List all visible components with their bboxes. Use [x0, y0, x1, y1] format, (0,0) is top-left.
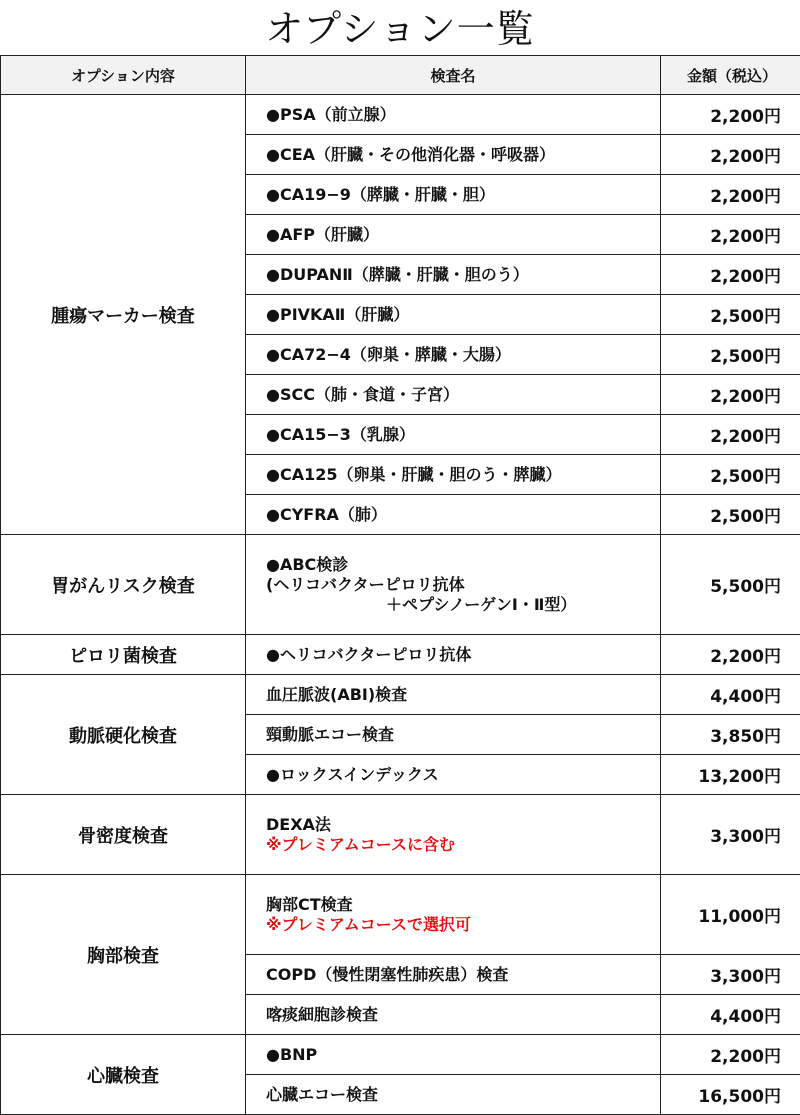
table-row [1, 1035, 800, 1075]
exam-name-line: ●CYFRA（肺） [266, 504, 387, 524]
exam-name-cell [246, 455, 661, 495]
exam-name-line: 喀痰細胞診検査 [266, 1004, 379, 1024]
category-cell: 心臓検査 [1, 1035, 246, 1115]
price-cell: 2,500円 [661, 495, 800, 535]
header-category: オプション内容 [1, 56, 246, 95]
options-table [0, 55, 800, 1115]
price-cell: 2,500円 [661, 295, 800, 335]
category-cell: ピロリ菌検査 [1, 635, 246, 675]
price-cell: 5,500円 [661, 535, 800, 635]
price-cell: 2,200円 [661, 215, 800, 255]
exam-name-line: ●DUPANⅡ（膵臓・肝臓・胆のう） [266, 264, 529, 284]
category-cell: 胃がんリスク検査 [1, 535, 246, 635]
exam-name-cell [246, 135, 661, 175]
price-cell: 2,200円 [661, 635, 800, 675]
exam-name-line: ●ロックスインデックス [266, 764, 439, 784]
exam-name-line: ●PIVKAⅡ（肝臓） [266, 304, 410, 324]
category-cell: 動脈硬化検査 [1, 675, 246, 795]
exam-name-cell [246, 255, 661, 295]
price-cell: 16,500円 [661, 1075, 800, 1115]
category-cell: 胸部検査 [1, 875, 246, 1035]
exam-name-line: 血圧脈波(ABI)検査 [266, 684, 408, 704]
exam-name-cell [246, 215, 661, 255]
exam-name-cell [246, 795, 661, 875]
category-cell: 腫瘍マーカー検査 [1, 95, 246, 535]
exam-name-line: ●PSA（前立腺） [266, 104, 396, 124]
category-cell: 骨密度検査 [1, 795, 246, 875]
course-note: ※プレミアムコースに含む [266, 834, 455, 854]
exam-name-cell [246, 955, 661, 995]
exam-name-line: ＋ペプシノーゲンⅠ・Ⅱ型） [386, 594, 577, 614]
price-cell: 3,300円 [661, 955, 800, 995]
table-body [1, 95, 800, 1115]
exam-name-line: ●CA125（卵巣・肝臓・胆のう・膵臓） [266, 464, 562, 484]
exam-name-line: 頸動脈エコー検査 [266, 724, 395, 744]
price-cell: 4,400円 [661, 995, 800, 1035]
exam-name-line: DEXA法 [266, 814, 331, 834]
exam-name-line: COPD（慢性閉塞性肺疾患）検査 [266, 964, 509, 984]
price-cell: 2,200円 [661, 135, 800, 175]
price-cell: 2,500円 [661, 455, 800, 495]
price-cell: 2,200円 [661, 415, 800, 455]
price-cell: 11,000円 [661, 875, 800, 955]
price-cell: 2,200円 [661, 375, 800, 415]
exam-name-cell [246, 995, 661, 1035]
exam-name-cell [246, 635, 661, 675]
exam-name-line: ●SCC（肺・食道・子宮） [266, 384, 459, 404]
exam-name-cell [246, 335, 661, 375]
exam-name-cell [246, 415, 661, 455]
exam-name-cell [246, 375, 661, 415]
header-exam-name: 検査名 [246, 56, 661, 95]
exam-name-cell [246, 755, 661, 795]
table-row [1, 795, 800, 875]
exam-name-cell [246, 1035, 661, 1075]
price-cell: 13,200円 [661, 755, 800, 795]
exam-name-cell [246, 495, 661, 535]
exam-name-line: ●CA72−4（卵巣・膵臓・大腸） [266, 344, 511, 364]
page-title: オプション一覧 [265, 7, 535, 51]
exam-name-line: ●ABC検診 [266, 554, 349, 574]
exam-name-line: ●AFP（肝臓） [266, 224, 380, 244]
exam-name-line: ●CA15−3（乳腺） [266, 424, 415, 444]
header-price: 金額（税込） [661, 56, 800, 95]
exam-name-cell [246, 175, 661, 215]
price-cell: 2,500円 [661, 335, 800, 375]
price-cell: 2,200円 [661, 175, 800, 215]
exam-name-line: ●CA19−9（膵臓・肝臓・胆） [266, 184, 495, 204]
table-row [1, 635, 800, 675]
exam-name-cell [246, 95, 661, 135]
table-row [1, 675, 800, 715]
exam-name-cell [246, 295, 661, 335]
table-row [1, 535, 800, 635]
exam-name-cell [246, 875, 661, 955]
exam-name-line: ●CEA（肝臓・その他消化器・呼吸器） [266, 144, 556, 164]
exam-name-line: (ヘリコバクターピロリ抗体 [266, 574, 465, 594]
exam-name-cell [246, 715, 661, 755]
exam-name-line: 心臓エコー検査 [266, 1084, 379, 1104]
price-cell: 3,850円 [661, 715, 800, 755]
exam-name-cell [246, 675, 661, 715]
price-cell: 2,200円 [661, 1035, 800, 1075]
exam-name-line: ●BNP [266, 1044, 318, 1064]
exam-name-cell [246, 1075, 661, 1115]
price-cell: 2,200円 [661, 255, 800, 295]
course-note: ※プレミアムコースで選択可 [266, 914, 471, 934]
table-row [1, 875, 800, 955]
price-cell: 2,200円 [661, 95, 800, 135]
exam-name-line: ●ヘリコバクターピロリ抗体 [266, 644, 472, 664]
table-header-row [1, 56, 800, 95]
table-row [1, 95, 800, 135]
exam-name-cell [246, 535, 661, 635]
price-cell: 4,400円 [661, 675, 800, 715]
exam-name-line: 胸部CT検査 [266, 894, 353, 914]
price-cell: 3,300円 [661, 795, 800, 875]
